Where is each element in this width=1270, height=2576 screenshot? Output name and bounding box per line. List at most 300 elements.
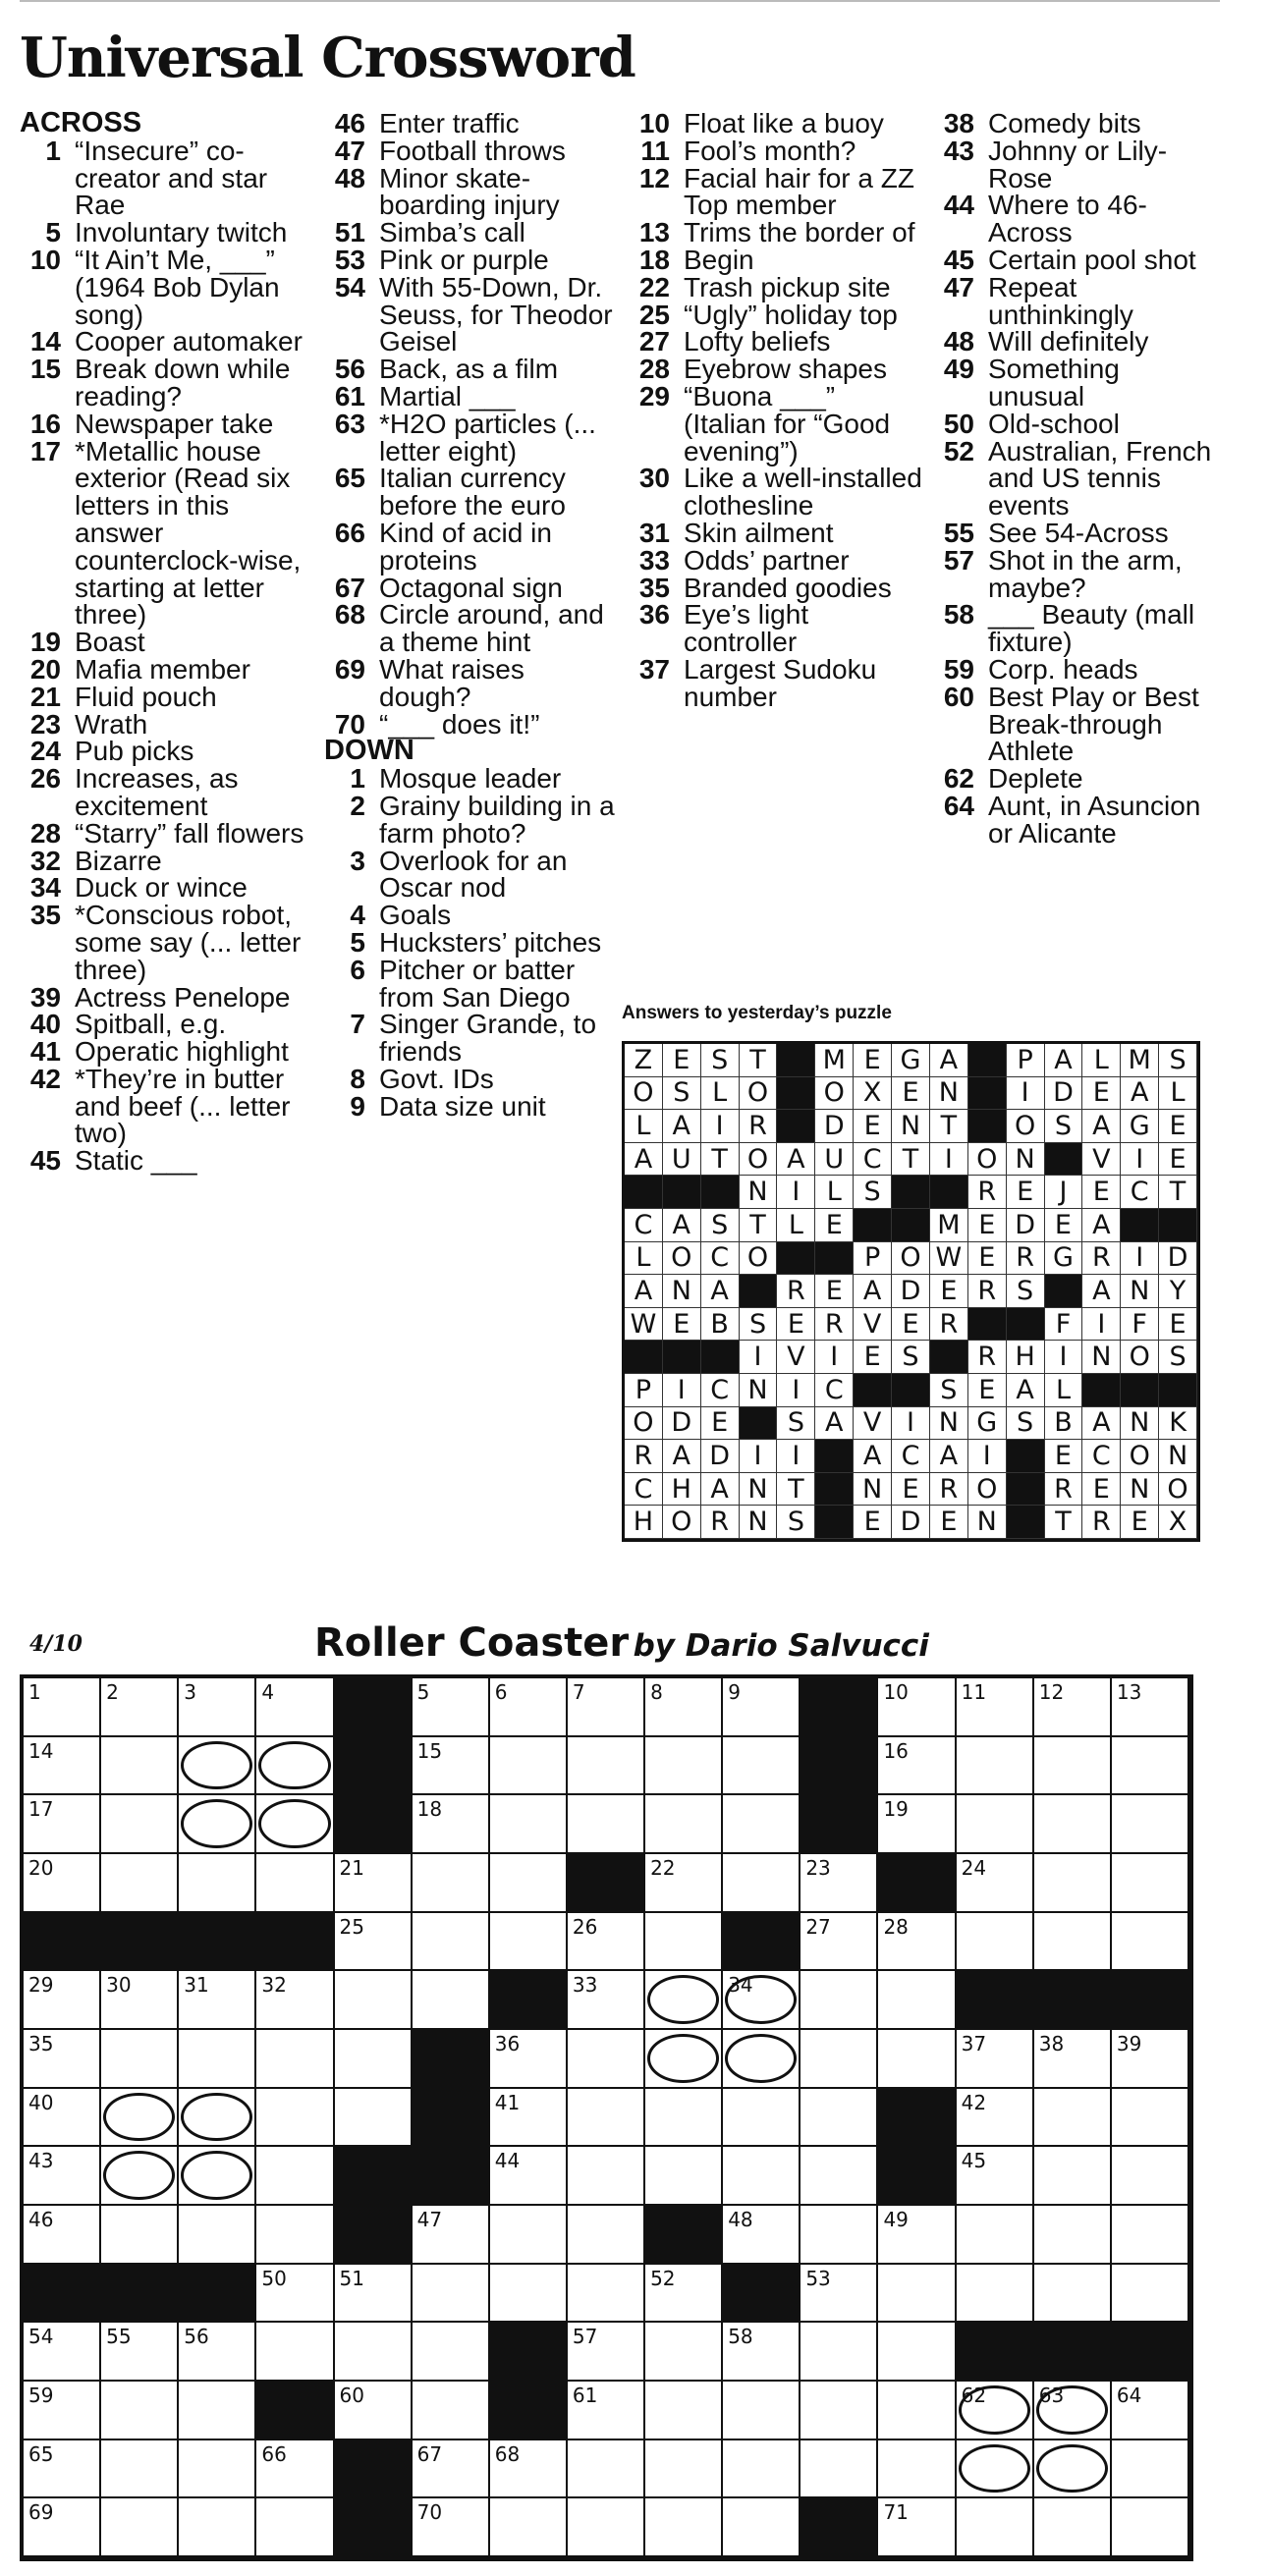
grid-cell[interactable] <box>568 2382 645 2440</box>
grid-cell[interactable] <box>101 2323 179 2382</box>
grid-cell[interactable] <box>801 2206 878 2265</box>
grid-cell[interactable] <box>24 2498 101 2557</box>
cell-number: 43 <box>28 2149 54 2173</box>
grid-cell[interactable] <box>723 2089 801 2148</box>
grid-cell[interactable] <box>878 2498 956 2557</box>
cell-number: 59 <box>28 2384 54 2407</box>
clue-item <box>933 653 1218 685</box>
grid-cell[interactable] <box>490 2265 568 2324</box>
answer-letter: E <box>892 1077 930 1111</box>
grid-cell[interactable] <box>179 2382 256 2440</box>
grid-cell[interactable] <box>413 1854 490 1913</box>
answer-letter: N <box>930 1407 968 1441</box>
grid-cell[interactable] <box>568 2323 645 2382</box>
grid-cell[interactable] <box>1034 2030 1112 2089</box>
grid-cell[interactable] <box>179 1795 256 1854</box>
grid-cell[interactable] <box>645 1737 723 1796</box>
black-square <box>24 1913 101 1972</box>
clue-text: Fluid pouch <box>75 681 217 712</box>
answer-letter: R <box>777 1275 815 1308</box>
grid-cell[interactable] <box>801 2089 878 2148</box>
grid-cell[interactable] <box>101 1795 179 1854</box>
grid-cell[interactable] <box>568 2265 645 2324</box>
clue-number: 56 <box>334 354 365 385</box>
grid-cell[interactable] <box>256 2323 334 2382</box>
grid-cell[interactable] <box>723 1795 801 1854</box>
grid-cell[interactable] <box>24 2030 101 2089</box>
grid-cell[interactable] <box>723 1854 801 1913</box>
grid-cell[interactable] <box>1112 2265 1189 2324</box>
grid-cell[interactable] <box>878 1678 956 1737</box>
answer-letter: C <box>701 1242 740 1276</box>
answer-letter: D <box>892 1506 930 1539</box>
grid-cell[interactable] <box>335 2382 413 2440</box>
grid-cell[interactable] <box>878 2440 956 2499</box>
grid-cell[interactable] <box>878 1971 956 2030</box>
clue-item <box>324 765 619 793</box>
grid-cell[interactable] <box>568 2147 645 2206</box>
grid-cell[interactable] <box>957 1913 1034 1972</box>
black-square <box>723 1913 801 1972</box>
grid-cell[interactable] <box>801 1913 878 1972</box>
black-square <box>723 2265 801 2324</box>
grid-cell[interactable] <box>645 2030 723 2089</box>
grid-cell[interactable] <box>801 2323 878 2382</box>
top-rule <box>20 0 1220 2</box>
grid-cell[interactable] <box>413 2440 490 2499</box>
grid-cell[interactable] <box>256 2089 334 2148</box>
grid-cell[interactable] <box>645 2089 723 2148</box>
black-square <box>1112 2323 1189 2382</box>
grid-cell[interactable] <box>645 1795 723 1854</box>
grid-cell[interactable] <box>568 2206 645 2265</box>
grid-cell[interactable] <box>645 1913 723 1972</box>
grid-cell[interactable] <box>24 2323 101 2382</box>
grid-cell[interactable] <box>413 1795 490 1854</box>
answer-letter: V <box>1082 1143 1121 1177</box>
answer-black-square <box>892 1176 930 1209</box>
grid-cell[interactable] <box>24 2382 101 2440</box>
clue-number: 60 <box>943 681 974 712</box>
grid-cell[interactable] <box>1112 1737 1189 1796</box>
grid-cell[interactable] <box>490 2030 568 2089</box>
grid-cell[interactable] <box>101 2498 179 2557</box>
grid-cell[interactable] <box>878 2030 956 2089</box>
clue-number: 70 <box>334 708 365 740</box>
answer-letter: I <box>1121 1242 1159 1276</box>
grid-cell[interactable] <box>335 2265 413 2324</box>
grid-cell[interactable] <box>1112 1795 1189 1854</box>
grid-cell[interactable] <box>1034 1678 1112 1737</box>
grid-cell[interactable] <box>490 2498 568 2557</box>
grid-cell[interactable] <box>335 2030 413 2089</box>
answer-letter: L <box>1045 1374 1083 1407</box>
grid-cell[interactable] <box>179 1737 256 1796</box>
answer-letter: W <box>625 1308 663 1342</box>
answer-letter: P <box>854 1242 892 1276</box>
clue-number: 18 <box>638 244 670 275</box>
grid-cell[interactable] <box>568 1795 645 1854</box>
grid-cell[interactable] <box>568 2440 645 2499</box>
answer-letter: O <box>1007 1110 1045 1143</box>
cell-number: 40 <box>28 2090 54 2114</box>
grid-cell[interactable] <box>179 2498 256 2557</box>
grid-cell[interactable] <box>256 1678 334 1737</box>
answer-letter: A <box>1082 1275 1121 1308</box>
grid-cell[interactable] <box>568 1737 645 1796</box>
answer-black-square <box>663 1176 701 1209</box>
grid-cell[interactable] <box>1112 1678 1189 1737</box>
cell-number: 29 <box>28 1973 54 1998</box>
cell-number: 63 <box>1038 2384 1065 2407</box>
grid-cell[interactable] <box>957 1678 1034 1737</box>
grid-cell[interactable] <box>179 1678 256 1737</box>
grid-cell[interactable] <box>1112 2030 1189 2089</box>
clue-text: Begin <box>684 244 754 275</box>
grid-cell[interactable] <box>413 1971 490 2030</box>
grid-cell[interactable] <box>1112 2440 1189 2499</box>
clue-number: 36 <box>638 599 670 630</box>
answer-black-square <box>1007 1506 1045 1539</box>
grid-cell[interactable] <box>957 2147 1034 2206</box>
answer-letter: T <box>777 1473 815 1507</box>
grid-cell[interactable] <box>24 2206 101 2265</box>
grid-cell[interactable] <box>24 2089 101 2148</box>
grid-cell[interactable] <box>645 2147 723 2206</box>
grid-cell[interactable] <box>878 1737 956 1796</box>
grid-cell[interactable] <box>801 2265 878 2324</box>
grid-cell[interactable] <box>101 2382 179 2440</box>
clue-item <box>933 244 1218 275</box>
grid-cell[interactable] <box>723 2206 801 2265</box>
cell-number: 26 <box>572 1914 598 1939</box>
grid-cell[interactable] <box>723 2440 801 2499</box>
clue-number: 6 <box>350 954 365 985</box>
grid-cell[interactable] <box>645 2265 723 2324</box>
black-square <box>878 2147 956 2206</box>
grid-cell[interactable] <box>490 1678 568 1737</box>
answer-letter: E <box>892 1308 930 1342</box>
grid-cell[interactable] <box>878 2265 956 2324</box>
answer-letter: C <box>625 1473 663 1507</box>
cell-number: 19 <box>883 1797 909 1822</box>
grid-cell[interactable] <box>568 2030 645 2089</box>
grid-cell[interactable] <box>24 2440 101 2499</box>
grid-cell[interactable] <box>413 1737 490 1796</box>
grid-cell[interactable] <box>1034 2089 1112 2148</box>
clue-number: 17 <box>29 435 61 466</box>
grid-cell[interactable] <box>256 2147 334 2206</box>
clue-item <box>933 137 1218 192</box>
grid-cell[interactable] <box>878 2382 956 2440</box>
grid-cell[interactable] <box>256 2030 334 2089</box>
clue-column-2 <box>324 110 619 1120</box>
grid-cell[interactable] <box>568 2089 645 2148</box>
grid-cell[interactable] <box>490 1913 568 1972</box>
grid-cell[interactable] <box>256 2206 334 2265</box>
clue-text: Overlook for an Oscar nod <box>379 845 568 904</box>
clue-number: 48 <box>943 326 974 357</box>
grid-cell[interactable] <box>256 1795 334 1854</box>
grid-cell[interactable] <box>413 2382 490 2440</box>
answer-letter: C <box>701 1374 740 1407</box>
answer-letter: S <box>854 1176 892 1209</box>
answer-letter: G <box>968 1407 1007 1441</box>
grid-cell[interactable] <box>101 1971 179 2030</box>
clue-text: Operatic highlight <box>75 1036 289 1068</box>
grid-cell[interactable] <box>101 2089 179 2148</box>
answer-letter: T <box>930 1110 968 1143</box>
grid-cell[interactable] <box>723 2382 801 2440</box>
grid-cell[interactable] <box>957 2498 1034 2557</box>
grid-cell[interactable] <box>335 1854 413 1913</box>
grid-cell[interactable] <box>101 2147 179 2206</box>
grid-cell[interactable] <box>1034 2147 1112 2206</box>
clue-item <box>933 601 1218 656</box>
grid-cell[interactable] <box>1034 2382 1112 2440</box>
clue-item <box>20 629 314 656</box>
grid-cell[interactable] <box>413 1913 490 1972</box>
black-square <box>179 2265 256 2324</box>
answer-letter: O <box>815 1077 854 1111</box>
grid-cell[interactable] <box>1112 2498 1189 2557</box>
grid-cell[interactable] <box>490 2440 568 2499</box>
answer-letter: I <box>1007 1077 1045 1111</box>
clue-number: 51 <box>334 217 365 248</box>
grid-cell[interactable] <box>413 2265 490 2324</box>
grid-cell[interactable] <box>568 1913 645 1972</box>
grid-cell[interactable] <box>723 2498 801 2557</box>
grid-cell[interactable] <box>1112 1854 1189 1913</box>
grid-cell[interactable] <box>179 2147 256 2206</box>
grid-cell[interactable] <box>101 2030 179 2089</box>
grid-cell[interactable] <box>957 2206 1034 2265</box>
grid-cell[interactable] <box>179 1971 256 2030</box>
grid-cell[interactable] <box>957 2382 1034 2440</box>
clue-number: 43 <box>943 135 974 166</box>
grid-cell[interactable] <box>723 2030 801 2089</box>
black-square <box>335 2498 413 2557</box>
grid-cell[interactable] <box>568 1971 645 2030</box>
grid-cell[interactable] <box>1112 2089 1189 2148</box>
grid-cell[interactable] <box>723 1737 801 1796</box>
clue-item <box>933 271 1218 330</box>
grid-cell[interactable] <box>490 2206 568 2265</box>
clue-text: Float like a buoy <box>684 108 884 138</box>
answer-letter: D <box>1007 1209 1045 1242</box>
grid-cell[interactable] <box>1034 1795 1112 1854</box>
grid-cell[interactable] <box>957 1737 1034 1796</box>
answer-letter: E <box>1082 1077 1121 1111</box>
grid-cell[interactable] <box>256 1854 334 1913</box>
grid-cell[interactable] <box>256 2265 334 2324</box>
grid-cell[interactable] <box>1112 2206 1189 2265</box>
answer-letter: R <box>1082 1506 1121 1539</box>
clue-number: 11 <box>640 135 670 166</box>
page-title: Universal Crossword <box>20 26 635 90</box>
grid-cell[interactable] <box>1034 2265 1112 2324</box>
grid-cell[interactable] <box>413 1678 490 1737</box>
answer-black-square <box>625 1341 663 1374</box>
grid-cell[interactable] <box>878 1795 956 1854</box>
grid-cell[interactable] <box>256 2440 334 2499</box>
answer-black-square <box>930 1176 968 1209</box>
grid-cell[interactable] <box>24 1971 101 2030</box>
grid-cell[interactable] <box>24 1737 101 1796</box>
grid-cell[interactable] <box>256 1971 334 2030</box>
grid-cell[interactable] <box>878 2323 956 2382</box>
grid-cell[interactable] <box>413 2323 490 2382</box>
cell-number: 3 <box>184 1680 196 1704</box>
grid-cell[interactable] <box>645 2440 723 2499</box>
answer-letter: I <box>930 1143 968 1177</box>
clue-item <box>20 708 314 740</box>
answer-letter: O <box>968 1473 1007 1507</box>
grid-cell[interactable] <box>1034 2498 1112 2557</box>
black-square <box>101 2265 179 2324</box>
black-square <box>256 1913 334 1972</box>
clue-number: 16 <box>29 408 61 439</box>
grid-cell[interactable] <box>335 2089 413 2148</box>
answer-black-square <box>1007 1473 1045 1507</box>
cell-number: 70 <box>416 2500 443 2525</box>
clue-number: 12 <box>638 162 670 193</box>
grid-cell[interactable] <box>723 1971 801 2030</box>
grid-cell[interactable] <box>101 1737 179 1796</box>
grid-cell[interactable] <box>801 2030 878 2089</box>
clue-number: 14 <box>29 326 61 357</box>
grid-cell[interactable] <box>1034 2440 1112 2499</box>
answer-letter: O <box>625 1077 663 1111</box>
grid-cell[interactable] <box>179 2089 256 2148</box>
grid-cell[interactable] <box>179 2323 256 2382</box>
answer-letter: N <box>740 1506 778 1539</box>
clue-text: Newspaper take <box>75 408 274 439</box>
grid-cell[interactable] <box>256 1737 334 1796</box>
grid-cell[interactable] <box>1112 1913 1189 1972</box>
grid-cell[interactable] <box>490 1854 568 1913</box>
black-square <box>1034 1971 1112 2030</box>
answer-letter: N <box>1121 1407 1159 1441</box>
clue-text: Deplete <box>988 763 1083 795</box>
grid-cell[interactable] <box>24 1854 101 1913</box>
grid-cell[interactable] <box>723 2323 801 2382</box>
grid-cell[interactable] <box>101 1678 179 1737</box>
grid-cell[interactable] <box>645 1854 723 1913</box>
grid-cell[interactable] <box>413 2206 490 2265</box>
grid-cell[interactable] <box>645 2498 723 2557</box>
grid-cell[interactable] <box>179 2030 256 2089</box>
answer-letter: E <box>701 1407 740 1441</box>
grid-cell[interactable] <box>179 2206 256 2265</box>
grid-cell[interactable] <box>1034 1854 1112 1913</box>
answer-letter: C <box>1121 1176 1159 1209</box>
clue-number: 66 <box>334 517 365 548</box>
grid-cell[interactable] <box>335 1971 413 2030</box>
grid-cell[interactable] <box>878 1913 956 1972</box>
grid-cell[interactable] <box>957 1795 1034 1854</box>
grid-cell[interactable] <box>490 2147 568 2206</box>
grid-cell[interactable] <box>1034 2206 1112 2265</box>
grid-cell[interactable] <box>24 1678 101 1737</box>
answer-letter: O <box>740 1077 778 1111</box>
clue-number: 62 <box>943 763 974 795</box>
grid-cell[interactable] <box>490 1795 568 1854</box>
grid-cell[interactable] <box>957 1854 1034 1913</box>
clue-item <box>20 1063 314 1149</box>
clue-text: Grainy building in a farm photo? <box>379 790 615 849</box>
grid-cell[interactable] <box>413 2498 490 2557</box>
grid-cell[interactable] <box>801 2147 878 2206</box>
answer-black-square <box>777 1077 815 1111</box>
clue-number: 29 <box>638 380 670 411</box>
grid-cell[interactable] <box>957 2030 1034 2089</box>
grid-cell[interactable] <box>645 2382 723 2440</box>
grid-cell[interactable] <box>723 2147 801 2206</box>
grid-cell[interactable] <box>801 1971 878 2030</box>
answer-letter: E <box>968 1209 1007 1242</box>
grid-cell[interactable] <box>645 1971 723 2030</box>
cell-number: 1 <box>28 1680 41 1704</box>
grid-cell[interactable] <box>878 2206 956 2265</box>
grid-cell[interactable] <box>101 2206 179 2265</box>
grid-cell[interactable] <box>335 1913 413 1972</box>
grid-cell[interactable] <box>957 2440 1034 2499</box>
grid-cell[interactable] <box>1034 1737 1112 1796</box>
grid-cell[interactable] <box>957 2089 1034 2148</box>
clue-item <box>324 380 619 411</box>
clue-number: 3 <box>350 845 365 876</box>
answer-letter: H <box>1007 1341 1045 1374</box>
answer-letter: S <box>701 1209 740 1242</box>
grid-cell[interactable] <box>335 2323 413 2382</box>
black-square <box>878 1854 956 1913</box>
grid-cell[interactable] <box>645 1678 723 1737</box>
grid-cell[interactable] <box>568 2498 645 2557</box>
answer-letter: X <box>1159 1506 1197 1539</box>
grid-cell[interactable] <box>490 1737 568 1796</box>
grid-cell[interactable] <box>568 1678 645 1737</box>
grid-cell[interactable] <box>179 1854 256 1913</box>
answer-letter: I <box>777 1440 815 1473</box>
grid-cell[interactable] <box>1034 1913 1112 1972</box>
grid-cell[interactable] <box>490 2089 568 2148</box>
grid-cell[interactable] <box>801 1854 878 1913</box>
clue-number: 68 <box>334 599 365 630</box>
grid-cell[interactable] <box>957 2265 1034 2324</box>
grid-cell[interactable] <box>101 2440 179 2499</box>
grid-cell[interactable] <box>24 2147 101 2206</box>
grid-cell[interactable] <box>24 1795 101 1854</box>
grid-cell[interactable] <box>179 2440 256 2499</box>
grid-cell[interactable] <box>645 2323 723 2382</box>
grid-cell[interactable] <box>801 2440 878 2499</box>
answer-letter: L <box>815 1176 854 1209</box>
grid-cell[interactable] <box>1112 2147 1189 2206</box>
clue-number: 19 <box>29 627 61 658</box>
grid-cell[interactable] <box>1112 2382 1189 2440</box>
answer-letter: O <box>663 1506 701 1539</box>
grid-cell[interactable] <box>801 2382 878 2440</box>
grid-cell[interactable] <box>256 2498 334 2557</box>
clue-number: 59 <box>943 653 974 685</box>
grid-cell[interactable] <box>723 1678 801 1737</box>
clue-text: *H2O particles (... letter eight) <box>379 408 596 466</box>
clue-text: Eye’s light controller <box>684 599 809 658</box>
clue-item <box>20 981 314 1013</box>
grid-cell[interactable] <box>101 1854 179 1913</box>
answer-letter: L <box>701 1077 740 1111</box>
